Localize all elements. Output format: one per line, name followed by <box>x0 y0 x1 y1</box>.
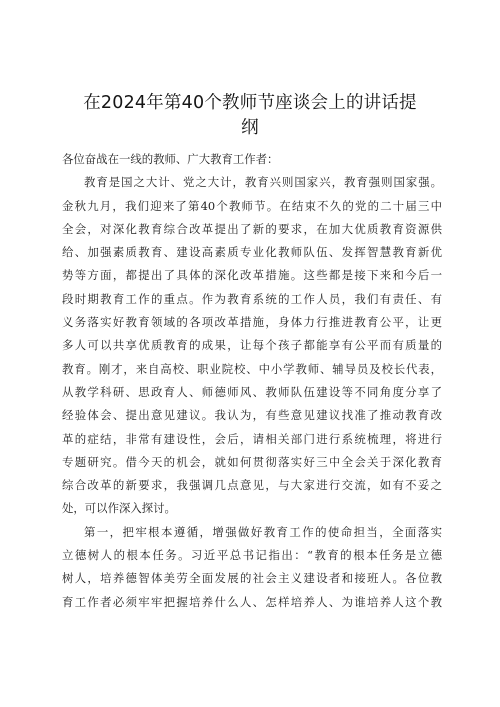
title-line-1: 在2024年第40个教师节座谈会上的讲话提 <box>83 93 417 113</box>
paragraph-1 <box>62 171 442 520</box>
document-title <box>60 91 440 141</box>
paragraph-line: 第一，把牢根本遵循，增强做好教育工作的使命担当，全面落实 <box>84 524 442 539</box>
paragraph-line: 育工作者必须牢牢把握培养什么人、怎样培养人、为谁培养人这个教 <box>62 594 442 609</box>
paragraph-line: 给、加强素质教育、建设高素质专业化教师队伍、发挥智慧教育新优 <box>62 245 442 260</box>
paragraph-line: 经验体会、提出意见建议。我认为，有些意见建议找准了推动教育改 <box>62 408 442 423</box>
paragraph-2 <box>62 521 442 614</box>
paragraph-line: 综合改革的新要求，我强调几点意见，与大家进行交流，如有不妥之 <box>62 478 442 493</box>
document-body <box>62 148 442 614</box>
paragraph-line: 段时期教育工作的重点。作为教育系统的工作人员，我们有责任、有 <box>62 291 442 306</box>
paragraph-line: 处，可以作深入探讨。 <box>62 501 176 516</box>
salutation: 各位奋战在一线的教师、广大教育工作者： <box>62 152 279 166</box>
paragraph-line: 教育是国之大计、党之大计，教育兴则国家兴，教育强则国家强。 <box>84 175 442 190</box>
paragraph-line: 从教学科研、思政育人、师德师风、教师队伍建设等不同角度分享了 <box>62 384 442 399</box>
paragraph-line: 立德树人的根本任务。习近平总书记指出：“教育的根本任务是立德 <box>62 548 442 563</box>
paragraph-line: 专题研究。借今天的机会，就如何贯彻落实好三中全会关于深化教育 <box>62 454 442 469</box>
paragraph-line: 金秋九月，我们迎来了第40个教师节。在结束不久的党的二十届三中 <box>62 198 442 213</box>
title-line-2: 纲 <box>241 118 259 138</box>
paragraph-line: 义务落实好教育领域的各项改革措施，身体力行推进教育公平，让更 <box>62 315 442 330</box>
paragraph-line: 势等方面，都提出了具体的深化改革措施。这些都是接下来和今后一 <box>62 268 442 283</box>
paragraph-line: 树人，培养德智体美劳全面发展的社会主义建设者和接班人。各位教 <box>62 571 442 586</box>
paragraph-line: 革的症结，非常有建设性，会后，请相关部门进行系统梳理，将进行 <box>62 431 442 446</box>
paragraph-line: 教育。刚才，来自高校、职业院校、中小学教师、辅导员及校长代表， <box>62 361 442 376</box>
paragraph-line: 全会，对深化教育综合改革提出了新的要求，在加大优质教育资源供 <box>62 221 442 236</box>
paragraph-line: 多人可以共享优质教育的成果，让每个孩子都能享有公平而有质量的 <box>62 338 442 353</box>
